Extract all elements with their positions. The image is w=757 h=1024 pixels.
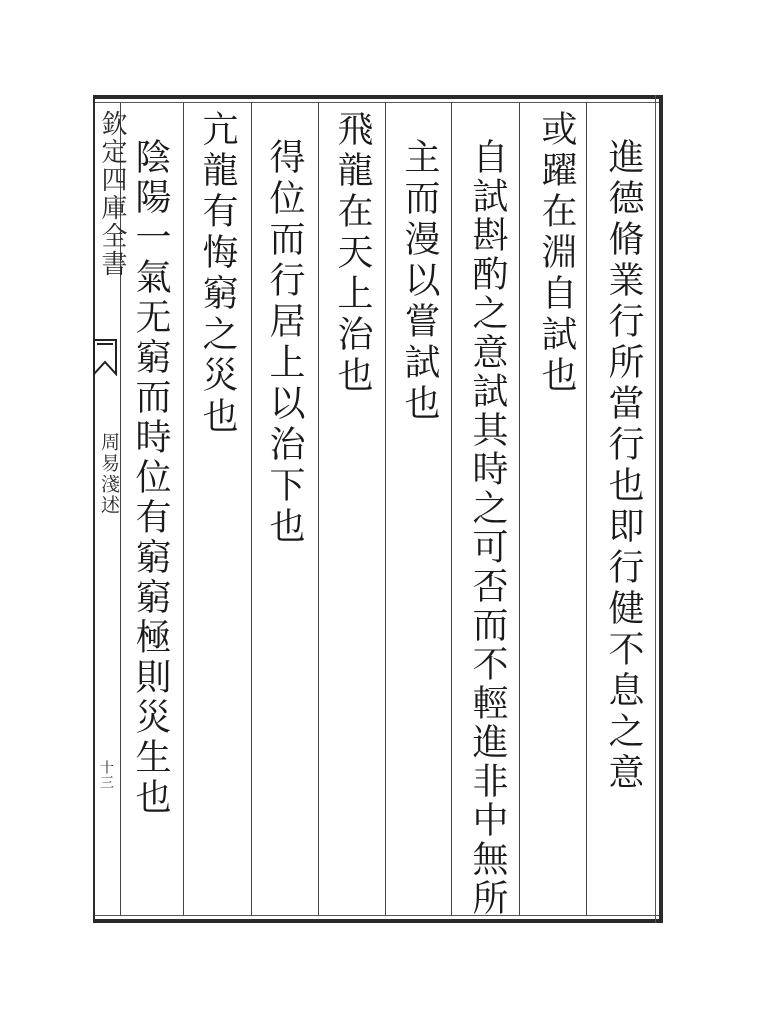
- spine-page-number: 十三: [98, 760, 114, 790]
- spine-title: 欽定四庫全書: [97, 110, 127, 278]
- text-column-3: 自試斟酌之意試其時之可否而不輕進非中無所: [467, 138, 508, 918]
- frame-top-inner-rule: [93, 102, 663, 103]
- column-divider: [451, 103, 452, 915]
- text-column-4: 主而漫以嘗試也: [399, 138, 440, 425]
- text-column-8: 陰陽一氣无窮而時位有窮窮極則災生也: [130, 138, 171, 818]
- frame-right-inner-rule: [655, 95, 656, 923]
- text-column-1: 進德脩業行所當行也即行健不息之意: [603, 138, 644, 794]
- spine-book-title: 周易淺述: [98, 432, 120, 516]
- page-frame: [93, 95, 663, 923]
- text-column-5: 飛龍在天上治也: [332, 110, 373, 397]
- column-divider: [183, 103, 184, 915]
- frame-bottom-inner-rule: [93, 915, 663, 916]
- fishtail-mark-icon: [93, 338, 117, 376]
- column-divider: [251, 103, 252, 915]
- text-column-2: 或躍在淵自試也: [536, 110, 577, 397]
- frame-top-rule: [93, 95, 663, 99]
- column-divider: [586, 103, 587, 915]
- column-divider: [318, 103, 319, 915]
- column-divider: [385, 103, 386, 915]
- frame-right-rule: [659, 95, 663, 923]
- column-divider: [519, 103, 520, 915]
- frame-bottom-rule: [93, 919, 663, 923]
- text-column-7: 亢龍有悔窮之災也: [197, 110, 238, 438]
- text-column-6: 得位而行居上以治下也: [264, 138, 305, 548]
